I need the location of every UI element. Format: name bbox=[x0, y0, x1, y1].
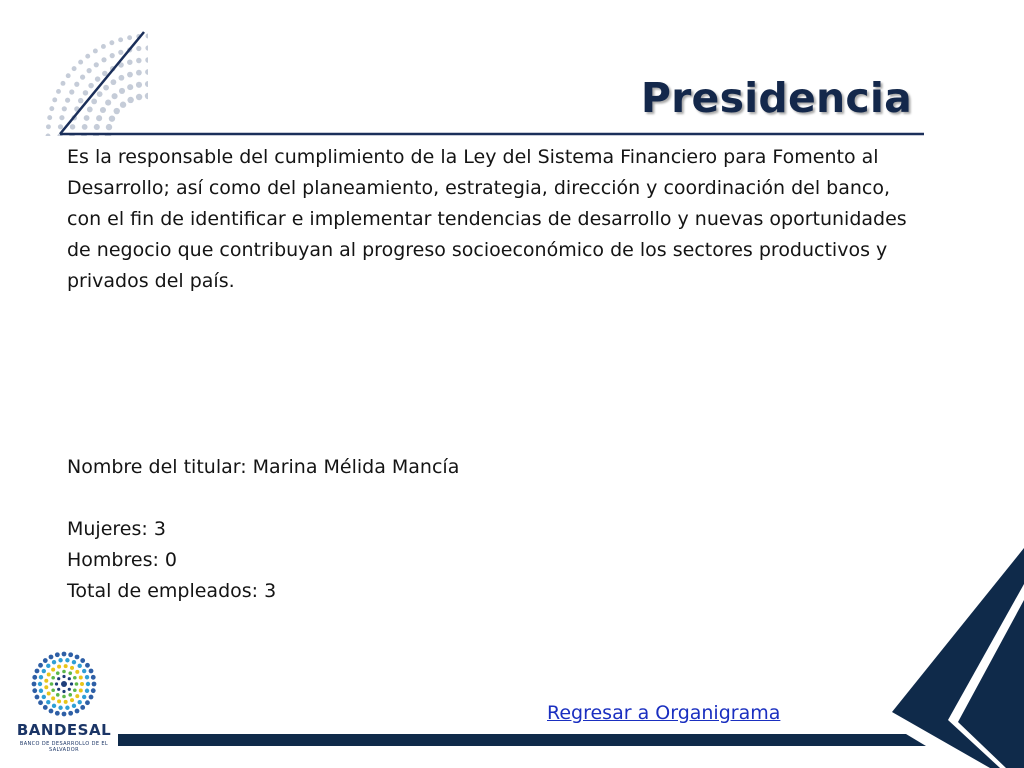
logo-dot bbox=[57, 665, 61, 669]
logo-dot bbox=[56, 671, 60, 675]
decor-dot bbox=[97, 91, 103, 97]
decor-dot bbox=[46, 124, 51, 129]
logo-dot bbox=[49, 655, 54, 660]
decor-dot bbox=[109, 115, 115, 121]
logo-dot bbox=[86, 682, 90, 686]
decor-dot bbox=[78, 98, 84, 104]
decor-dot bbox=[136, 70, 142, 76]
decor-dot bbox=[59, 115, 64, 120]
decor-dot bbox=[93, 133, 99, 136]
decor-dot bbox=[127, 47, 132, 52]
decor-dot bbox=[127, 59, 133, 64]
logo-dot bbox=[47, 673, 51, 677]
logo-dot bbox=[62, 690, 65, 693]
logo-dot bbox=[56, 693, 60, 697]
decor-dot bbox=[57, 133, 62, 136]
logo-dot bbox=[42, 669, 46, 673]
logo-dot bbox=[62, 695, 66, 699]
decor-dot bbox=[118, 37, 123, 42]
logo-dot bbox=[64, 664, 68, 668]
decor-dot bbox=[145, 57, 148, 63]
logo-name: BANDESAL bbox=[16, 721, 112, 739]
logo-dot bbox=[51, 688, 55, 692]
decor-dot bbox=[136, 46, 141, 51]
logo-dot bbox=[39, 689, 43, 693]
logo-dot bbox=[72, 704, 76, 708]
decor-dot bbox=[88, 83, 94, 89]
logo-dot bbox=[65, 658, 69, 662]
logo-dot bbox=[64, 700, 68, 704]
logo-dot bbox=[35, 695, 40, 700]
decor-dot bbox=[119, 88, 125, 94]
titular-name: Nombre del titular: Marina Mélida Mancía bbox=[67, 456, 460, 478]
decor-dot bbox=[145, 45, 148, 50]
decor-dot bbox=[106, 124, 112, 130]
logo-dot bbox=[62, 670, 66, 674]
dotted-arc-decoration bbox=[36, 18, 148, 136]
logo-dot bbox=[46, 664, 50, 668]
decor-dot bbox=[85, 54, 90, 59]
logo-dot bbox=[92, 682, 97, 687]
logo-dot bbox=[32, 675, 37, 680]
logo-dot bbox=[80, 658, 85, 663]
logo-dot bbox=[42, 695, 46, 699]
decor-dot bbox=[127, 72, 133, 78]
decor-dot bbox=[62, 106, 67, 111]
logo-dot bbox=[73, 688, 77, 692]
logo-dot bbox=[79, 675, 83, 679]
bottom-right-triangle-light bbox=[948, 584, 1024, 768]
decor-dot bbox=[101, 44, 106, 49]
decor-dot bbox=[71, 115, 77, 121]
description-paragraph: Es la responsable del cumplimiento de la Ley del Sistema Financiero para Fomento al Desarrollo; así como del planeamiento, estrategia, dirección y coordinación del banco, con el fin de identificar e implementar tendencias de desarrollo y nuevas oportunidades de negocio que contribuyan al progreso socioeconómico de los sectores productivos y privados del país. bbox=[67, 146, 907, 292]
decor-dot bbox=[136, 34, 141, 39]
decor-dot bbox=[82, 124, 88, 130]
logo-dot bbox=[62, 712, 67, 717]
logo-dot bbox=[62, 652, 67, 657]
bandesal-logo-icon bbox=[14, 650, 114, 755]
decor-dot bbox=[100, 107, 106, 113]
logo-dot bbox=[68, 677, 71, 680]
decor-dot bbox=[78, 60, 83, 65]
logo-dot bbox=[55, 682, 58, 685]
logo-dot bbox=[82, 669, 86, 673]
logo-dot bbox=[75, 670, 79, 674]
logo-dot bbox=[68, 711, 73, 716]
decor-dot bbox=[127, 35, 132, 40]
logo-dot bbox=[85, 675, 89, 679]
logo-dot bbox=[47, 691, 51, 695]
decor-dot bbox=[74, 106, 80, 112]
logo-dot bbox=[49, 709, 54, 714]
decor-dot bbox=[118, 50, 123, 55]
total-employees: Total de empleados: 3 bbox=[67, 580, 277, 602]
decor-dot bbox=[102, 71, 108, 77]
logo-dot bbox=[38, 663, 43, 668]
logo-dot bbox=[70, 698, 74, 702]
decor-dot bbox=[69, 133, 75, 136]
decor-dot bbox=[136, 82, 142, 88]
decor-dot bbox=[47, 115, 52, 120]
logo-dot bbox=[32, 688, 37, 693]
decor-dot bbox=[110, 79, 116, 85]
back-to-org-chart-link[interactable]: Regresar a Organigrama bbox=[547, 702, 781, 724]
logo-dot bbox=[85, 700, 90, 705]
logo-dot bbox=[68, 652, 73, 657]
bottom-bar bbox=[118, 734, 926, 746]
decor-dot bbox=[58, 124, 63, 129]
decor-dot bbox=[145, 69, 148, 75]
decor-dot bbox=[103, 85, 109, 91]
decor-dot bbox=[109, 40, 114, 45]
decor-dot bbox=[127, 97, 133, 103]
logo-center-dot bbox=[61, 681, 67, 687]
logo-dot bbox=[62, 675, 65, 678]
decor-dot bbox=[61, 81, 66, 86]
logo-dot bbox=[52, 704, 56, 708]
decor-dot bbox=[112, 93, 118, 99]
decor-dot bbox=[96, 115, 102, 121]
decor-dot bbox=[114, 108, 120, 114]
decor-dot bbox=[80, 75, 85, 80]
decor-dot bbox=[110, 53, 115, 58]
page-title: Presidencia bbox=[640, 74, 912, 122]
logo-dot bbox=[89, 695, 94, 700]
decor-dot bbox=[136, 94, 142, 100]
logo-dot bbox=[55, 652, 60, 657]
decor-dot bbox=[120, 102, 126, 108]
decor-dot bbox=[146, 34, 148, 39]
logo-dot bbox=[65, 706, 69, 710]
logo-dot bbox=[51, 668, 55, 672]
decor-dot bbox=[70, 124, 76, 129]
logo-dot bbox=[57, 677, 60, 680]
logo-dot bbox=[43, 705, 48, 710]
logo-dot bbox=[57, 688, 60, 691]
decor-dot bbox=[118, 62, 124, 68]
decor-dot bbox=[94, 62, 99, 67]
logo-dot bbox=[82, 695, 86, 699]
logo-dot bbox=[51, 676, 55, 680]
decor-dot bbox=[145, 81, 148, 87]
decor-dot bbox=[105, 133, 111, 136]
decor-dot bbox=[87, 68, 92, 73]
logo-dot bbox=[57, 699, 61, 703]
logo-dot bbox=[51, 696, 55, 700]
logo-dot bbox=[80, 682, 84, 686]
logo-dot bbox=[70, 682, 73, 685]
logo-dot bbox=[70, 666, 74, 670]
decor-dot bbox=[52, 97, 57, 102]
decor-dot bbox=[95, 76, 101, 82]
decor-dot bbox=[101, 57, 106, 62]
logo-dot bbox=[43, 658, 48, 663]
logo-dot bbox=[44, 685, 48, 689]
logo-dot bbox=[72, 660, 76, 664]
logo-dot bbox=[78, 664, 82, 668]
decor-dot bbox=[110, 66, 116, 72]
decor-dot bbox=[65, 98, 70, 103]
decor-dot bbox=[145, 93, 148, 99]
logo-dot bbox=[85, 663, 90, 668]
logo-dot bbox=[79, 689, 83, 693]
logo-dot bbox=[46, 700, 50, 704]
decor-dot bbox=[119, 75, 125, 81]
decor-dot bbox=[136, 58, 142, 64]
logo-dot bbox=[50, 682, 54, 686]
logo-dot bbox=[91, 688, 96, 693]
decor-dot bbox=[46, 134, 51, 136]
logo-dot bbox=[89, 669, 94, 674]
logo-dot bbox=[58, 706, 62, 710]
decor-dot bbox=[69, 89, 74, 94]
decor-dot bbox=[91, 98, 97, 104]
logo-dot bbox=[73, 676, 77, 680]
logo-dot bbox=[91, 675, 96, 680]
decor-dot bbox=[105, 100, 111, 106]
logo-dot bbox=[78, 700, 82, 704]
logo-dot bbox=[35, 669, 40, 674]
decor-dot bbox=[127, 84, 133, 90]
decor-dot bbox=[83, 90, 89, 96]
slide-body bbox=[67, 142, 937, 607]
logo-dot bbox=[58, 658, 62, 662]
decor-dot bbox=[72, 66, 77, 71]
logo-dot bbox=[55, 711, 60, 716]
decor-dot bbox=[49, 106, 54, 111]
logo-dot bbox=[85, 689, 89, 693]
logo-dot bbox=[68, 671, 72, 675]
decor-dot bbox=[87, 107, 93, 113]
logo-dot bbox=[44, 679, 48, 683]
decor-dot bbox=[84, 115, 90, 121]
logo-dot bbox=[75, 709, 80, 714]
logo-dot bbox=[38, 682, 42, 686]
decor-dot bbox=[66, 73, 71, 78]
logo-dot bbox=[68, 693, 72, 697]
decor-dot bbox=[74, 82, 79, 87]
logo-dot bbox=[75, 694, 79, 698]
logo-dot bbox=[75, 682, 79, 686]
logo-dot bbox=[52, 660, 56, 664]
decor-dot bbox=[56, 89, 61, 94]
bottom-right-triangle-inner bbox=[958, 600, 1024, 768]
logo-dot bbox=[39, 675, 43, 679]
logo-dot bbox=[75, 655, 80, 660]
logo-subtitle: BANCO DE DESARROLLO DE EL SALVADOR bbox=[19, 741, 109, 753]
decor-dot bbox=[94, 124, 100, 130]
logo-dot bbox=[80, 705, 85, 710]
logo-dot bbox=[38, 700, 43, 705]
men-count: Hombres: 0 bbox=[67, 549, 177, 571]
logo-dot bbox=[68, 688, 71, 691]
decor-dot bbox=[93, 49, 98, 54]
logo-dot bbox=[32, 682, 37, 687]
decor-dot bbox=[81, 133, 87, 136]
women-count: Mujeres: 3 bbox=[67, 518, 166, 540]
